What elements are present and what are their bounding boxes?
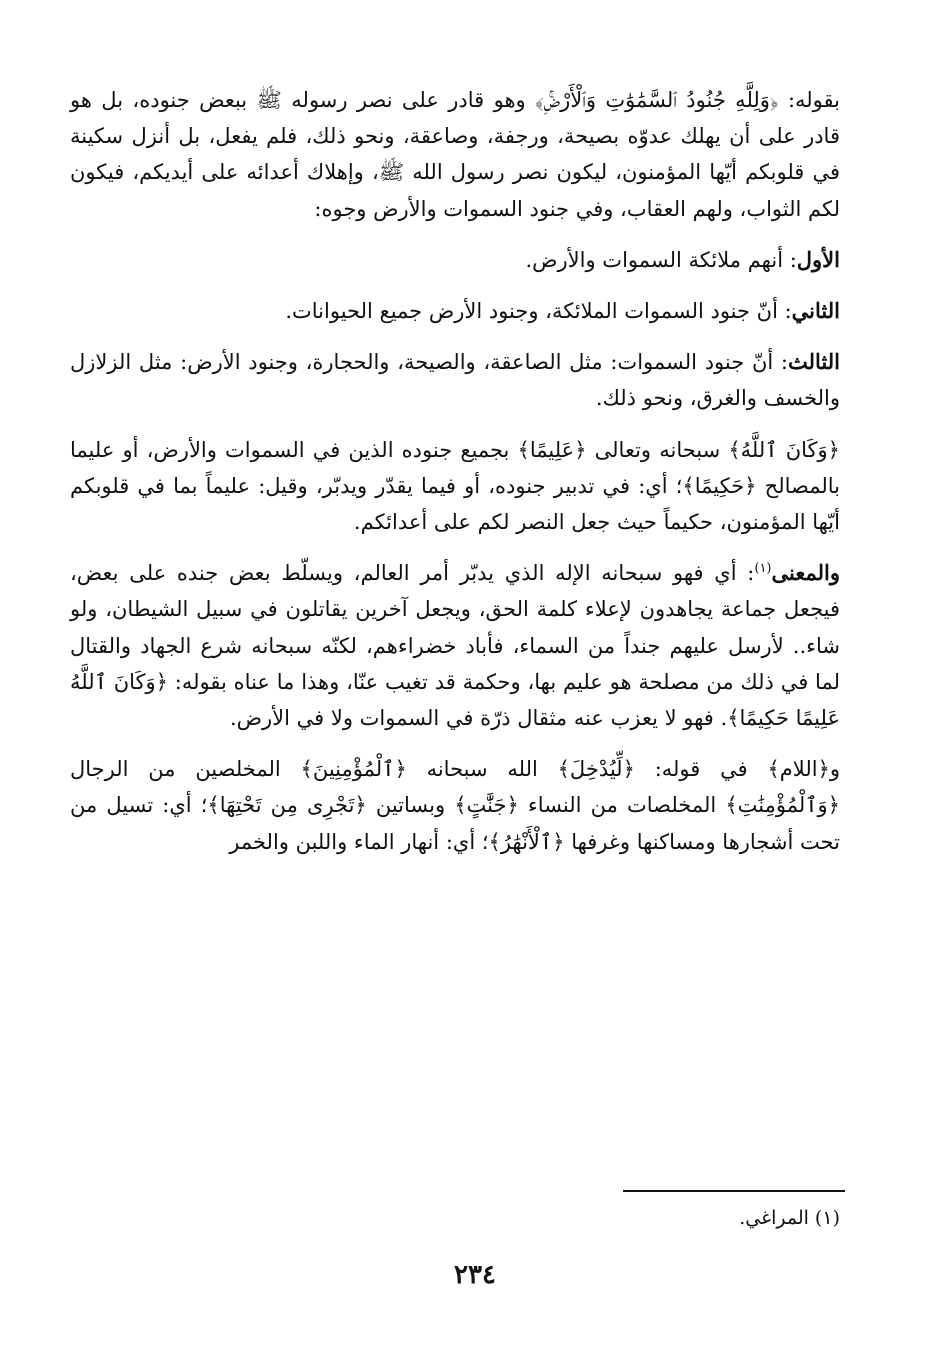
paragraph-second-aspect (70, 293, 840, 329)
paragraph-text: : أي فهو سبحانه الإله الذي يدبّر أمر العالم، ويسلّط بعض جنده على بعض، فيجعل جماعة يجاهدون لإعلاء كلمة الحق، ويجعل آخرين يقاتلون في سبيل الشيطان، ولو شاء.. لأرسل عليهم جنداً من السماء، فأباد خضراءهم، لكنّه سبحانه شرع الجهاد والقتال لما في ذلك من مصلحة هو عليم بها، وحكمة قد تغيب عنّا، وهذا ما عناه بقوله: ﴿وَكَانَ ٱللَّهُ عَلِيمًا حَكِيمًا﴾. فهو لا يعزب عنه مثقال ذرّة في السموات ولا في الأرض. (70, 561, 840, 731)
paragraph-text: و﴿اللام﴾ في قوله: ﴿لِّيُدْخِلَ﴾ الله سبحانه ﴿ٱلْمُؤْمِنِينَ﴾ المخلصين من الرجال ﴿وَٱلْمُؤْمِنَٰتِ﴾ المخلصات من النساء ﴿جَنَّٰتٍ﴾ وبساتين ﴿تَجْرِى مِن تَحْتِهَا﴾؛ أي: تسيل من تحت أشجارها ومساكنها وغرفها ﴿ٱلْأَنْهَٰرُ﴾؛ أي: أنهار الماء واللبن والخمر (70, 757, 840, 854)
paragraph-lam (70, 751, 840, 860)
paragraph-lead: والمعنى (771, 560, 840, 586)
paragraph-allah-knowing (70, 432, 840, 541)
page-number: ٢٣٤ (454, 1260, 496, 1290)
footnote: (١) المراغي. (739, 1207, 840, 1229)
footnote-divider (623, 1190, 845, 1192)
paragraph-lead: الثالث (788, 349, 840, 375)
footnote-marker: (١) (754, 561, 772, 577)
paragraph-third-aspect (70, 344, 840, 416)
paragraph-text: ﴿وَكَانَ ٱللَّهُ﴾ سبحانه وتعالى ﴿عَلِيمًا﴾ بجميع جنوده الذين في السموات والأرض، أو عليما بالمصالح ﴿حَكِيمًا﴾؛ أي: في تدبير جنوده، أو فيما يقدّر ويدبّر، وقيل: عليماً بما في قلوبكم أيّها المؤمنون، حكيماً حيث جعل النصر لكم على أعدائكم. (70, 437, 840, 535)
paragraph-text: : أنهم ملائكة السموات والأرض. (525, 247, 797, 272)
paragraph-lead: الأول (796, 246, 840, 272)
paragraph-text: : أنّ جنود السموات الملائكة، وجنود الأرض جميع الحيوانات. (285, 299, 792, 324)
paragraph-text: : أنّ جنود السموات: مثل الصاعقة، والصيحة، والحجارة، وجنود الأرض: مثل الزلازل والخسف والغرق، ونحو ذلك. (70, 350, 840, 411)
paragraph-meaning (70, 555, 840, 736)
paragraph-lead: الثاني (791, 298, 840, 324)
paragraph-text: بقوله: ﴿وَلِلَّهِ جُنُودُ ٱلسَّمَٰوَٰتِ وَٱلْأَرْضِۚ﴾ وهو قادر على نصر رسوله ﷺ ببعض جنوده، بل هو قادر على أن يهلك عدوّه بصيحة، ورجفة، وصاعقة، ونحو ذلك، فلم يفعل، بل أنزل سكينة في قلوبكم أيّها المؤمنون، ليكون نصر رسول الله ﷺ، وإهلاك أعدائه على أيديكم، فيكون لكم الثواب، ولهم العقاب، وفي جنود السموات والأرض وجوه: (70, 88, 840, 221)
paragraph-first-aspect (70, 242, 840, 278)
paragraph-intro (70, 82, 840, 227)
main-text (70, 82, 840, 860)
